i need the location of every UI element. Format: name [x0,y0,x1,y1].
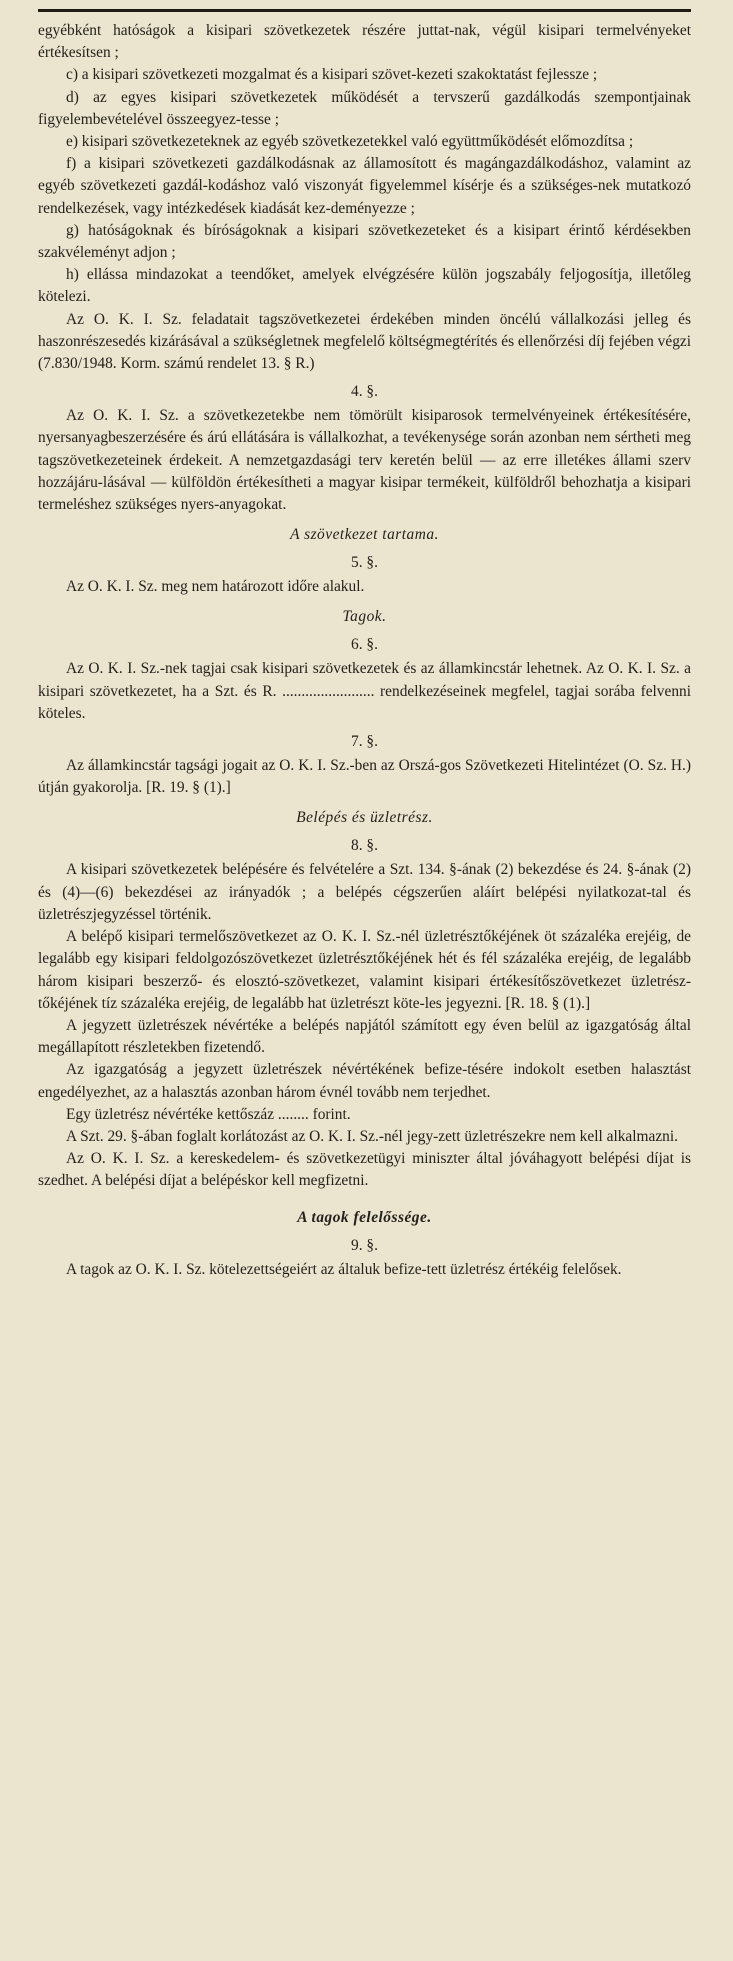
paragraph: A belépő kisipari termelőszövetkezet az O. K. I. Sz.-nél üzletrésztőkéjének öt százaléka erejéig, de legalább egy kisipari feldolgozószövetkezet üzletrésztőkéjének hét és fél százaléka erejéig, de legalább három kisipari beszerző- és elosztó-szövetkezet, valamint kisipari értékesítőszövetkezet üzletrész-tőkéjének tíz százaléka erejéig, de legalább hat üzletrészt köte-les jegyezni. [R. 18. § (1).] [38,928,691,1012]
section-heading: Tagok. [342,608,387,626]
top-rule [38,9,691,12]
paragraph: Az O. K. I. Sz. a kereskedelem- és szövetkezetügyi miniszter által jóváhagyott belépési díjat is szedhet. A belépési díjat a belépéskor kell megfizetni. [38,1150,691,1190]
section-number: 9. §. [351,1236,378,1254]
document-body [38,20,691,1281]
section-number: 8. §. [351,837,378,855]
paragraph: Az O. K. I. Sz. a szövetkezetekbe nem tömörült kisiparosok termelvényeinek értékesítésére, nyersanyagbeszerzésére és árú ellátására is vállalkozhat, a tevékenysége során azonban nem sértheti meg tagszövetkezeteinek érdekeit. A nemzetgazdasági terv keretén belül — az erre illetékes állami szerv hozzájáru-lásával — külföldön értékesítheti a magyar kisipar termékeit, külföldről behozhatja a kisipari termeléshez szükséges nyers-anyagokat. [38,407,691,514]
paragraph: c) a kisipari szövetkezeti mozgalmat és a kisipari szövet-kezeti szakoktatást fejlessze ; [66,66,598,84]
paragraph: A kisipari szövetkezetek belépésére és felvételére a Szt. 134. §-ának (2) bekezdése és 24. §-ának (2) és (4)—(6) bekezdései az irányadók ; a belépés cégszerűen aláírt belépési nyilatkozat-tal és üzletrészjegyzéssel történik. [38,861,691,923]
paragraph: Az államkincstár tagsági jogait az O. K. I. Sz.-ben az Orszá-gos Szövetkezeti Hitelintézet (O. Sz. H.) útján gyakorolja. [R. 19. § (1).] [38,757,691,797]
section-number: 4. §. [351,383,378,401]
paragraph: e) kisipari szövetkezeteknek az egyéb szövetkezetekkel való együttműködését előmozdítsa ; [66,133,634,151]
paragraph: Az O. K. I. Sz. meg nem határozott időre alakul. [66,578,365,596]
paragraph: A Szt. 29. §-ában foglalt korlátozást az O. K. I. Sz.-nél jegy-zett üzletrészekre nem kell alkalmazni. [66,1127,678,1145]
paragraph: Az igazgatóság a jegyzett üzletrészek névértékének befize-tésére indokolt esetben halasztást engedélyezhet, az a halasztás azonban három évnél tovább nem terjedhet. [38,1061,691,1101]
paragraph: d) az egyes kisipari szövetkezetek működését a tervszerű gazdálkodás szempontjainak figyelembevételével összeegyez-tesse ; [38,88,691,128]
section-number: 7. §. [351,733,378,751]
section-heading: A szövetkezet tartama. [290,526,439,544]
paragraph: A jegyzett üzletrészek névértéke a belépés napjától számított egy éven belül az igazgatóság által megállapított részletekben fizetendő. [38,1016,691,1057]
section-number: 5. §. [351,554,378,572]
paragraph: h) ellássa mindazokat a teendőket, amelyek elvégzésére külön jogszabály feljogosítja, illetőleg kötelezi. [38,266,691,306]
section-number: 6. §. [351,636,378,654]
paragraph: Az O. K. I. Sz. feladatait tagszövetkezetei érdekében minden öncélú vállalkozási jelleg és haszonrészesedés kizárásával a szükségletnek megfelelő költségmegtérítés és ellenőrzési díj fejében végzi (7.830/1948. Korm. számú rendelet 13. § R.) [38,310,691,373]
paragraph: A tagok az O. K. I. Sz. kötelezettségeiért az általuk befize-tett üzletrész értékéig felelősek. [66,1260,622,1278]
paragraph: Az O. K. I. Sz.-nek tagjai csak kisipari szövetkezetek és az államkincstár lehetnek. Az O. K. I. Sz. a kisipari szövetkezetet, ha a Szt. és R. ........................ rendelkezéseinek megfelel, tagjai sorába felvenni köteles. [38,660,691,722]
paragraph: g) hatóságoknak és bíróságoknak a kisipari szövetkezeteket és a kisipart érintő kérdésekben szakvéleményt adjon ; [38,221,691,262]
paragraph: egyébként hatóságok a kisipari szövetkezetek részére juttat-nak, végül kisipari termelvényeket értékesítsen ; [38,22,691,62]
paragraph: Egy üzletrész névértéke kettőszáz ........ forint. [66,1105,351,1123]
section-heading: A tagok felelőssége. [297,1208,432,1226]
section-heading: Belépés és üzletrész. [296,809,433,827]
paragraph: f) a kisipari szövetkezeti gazdálkodásnak az államosított és magángazdálkodáshoz, valamint az egyéb szövetkezeti gazdál-kodáshoz való viszonyát figyelemmel kísérje és a szükséges-nek mutatkozó rendelkezések, vagy intézkedések kiadását kez-deményezze ; [38,155,691,217]
